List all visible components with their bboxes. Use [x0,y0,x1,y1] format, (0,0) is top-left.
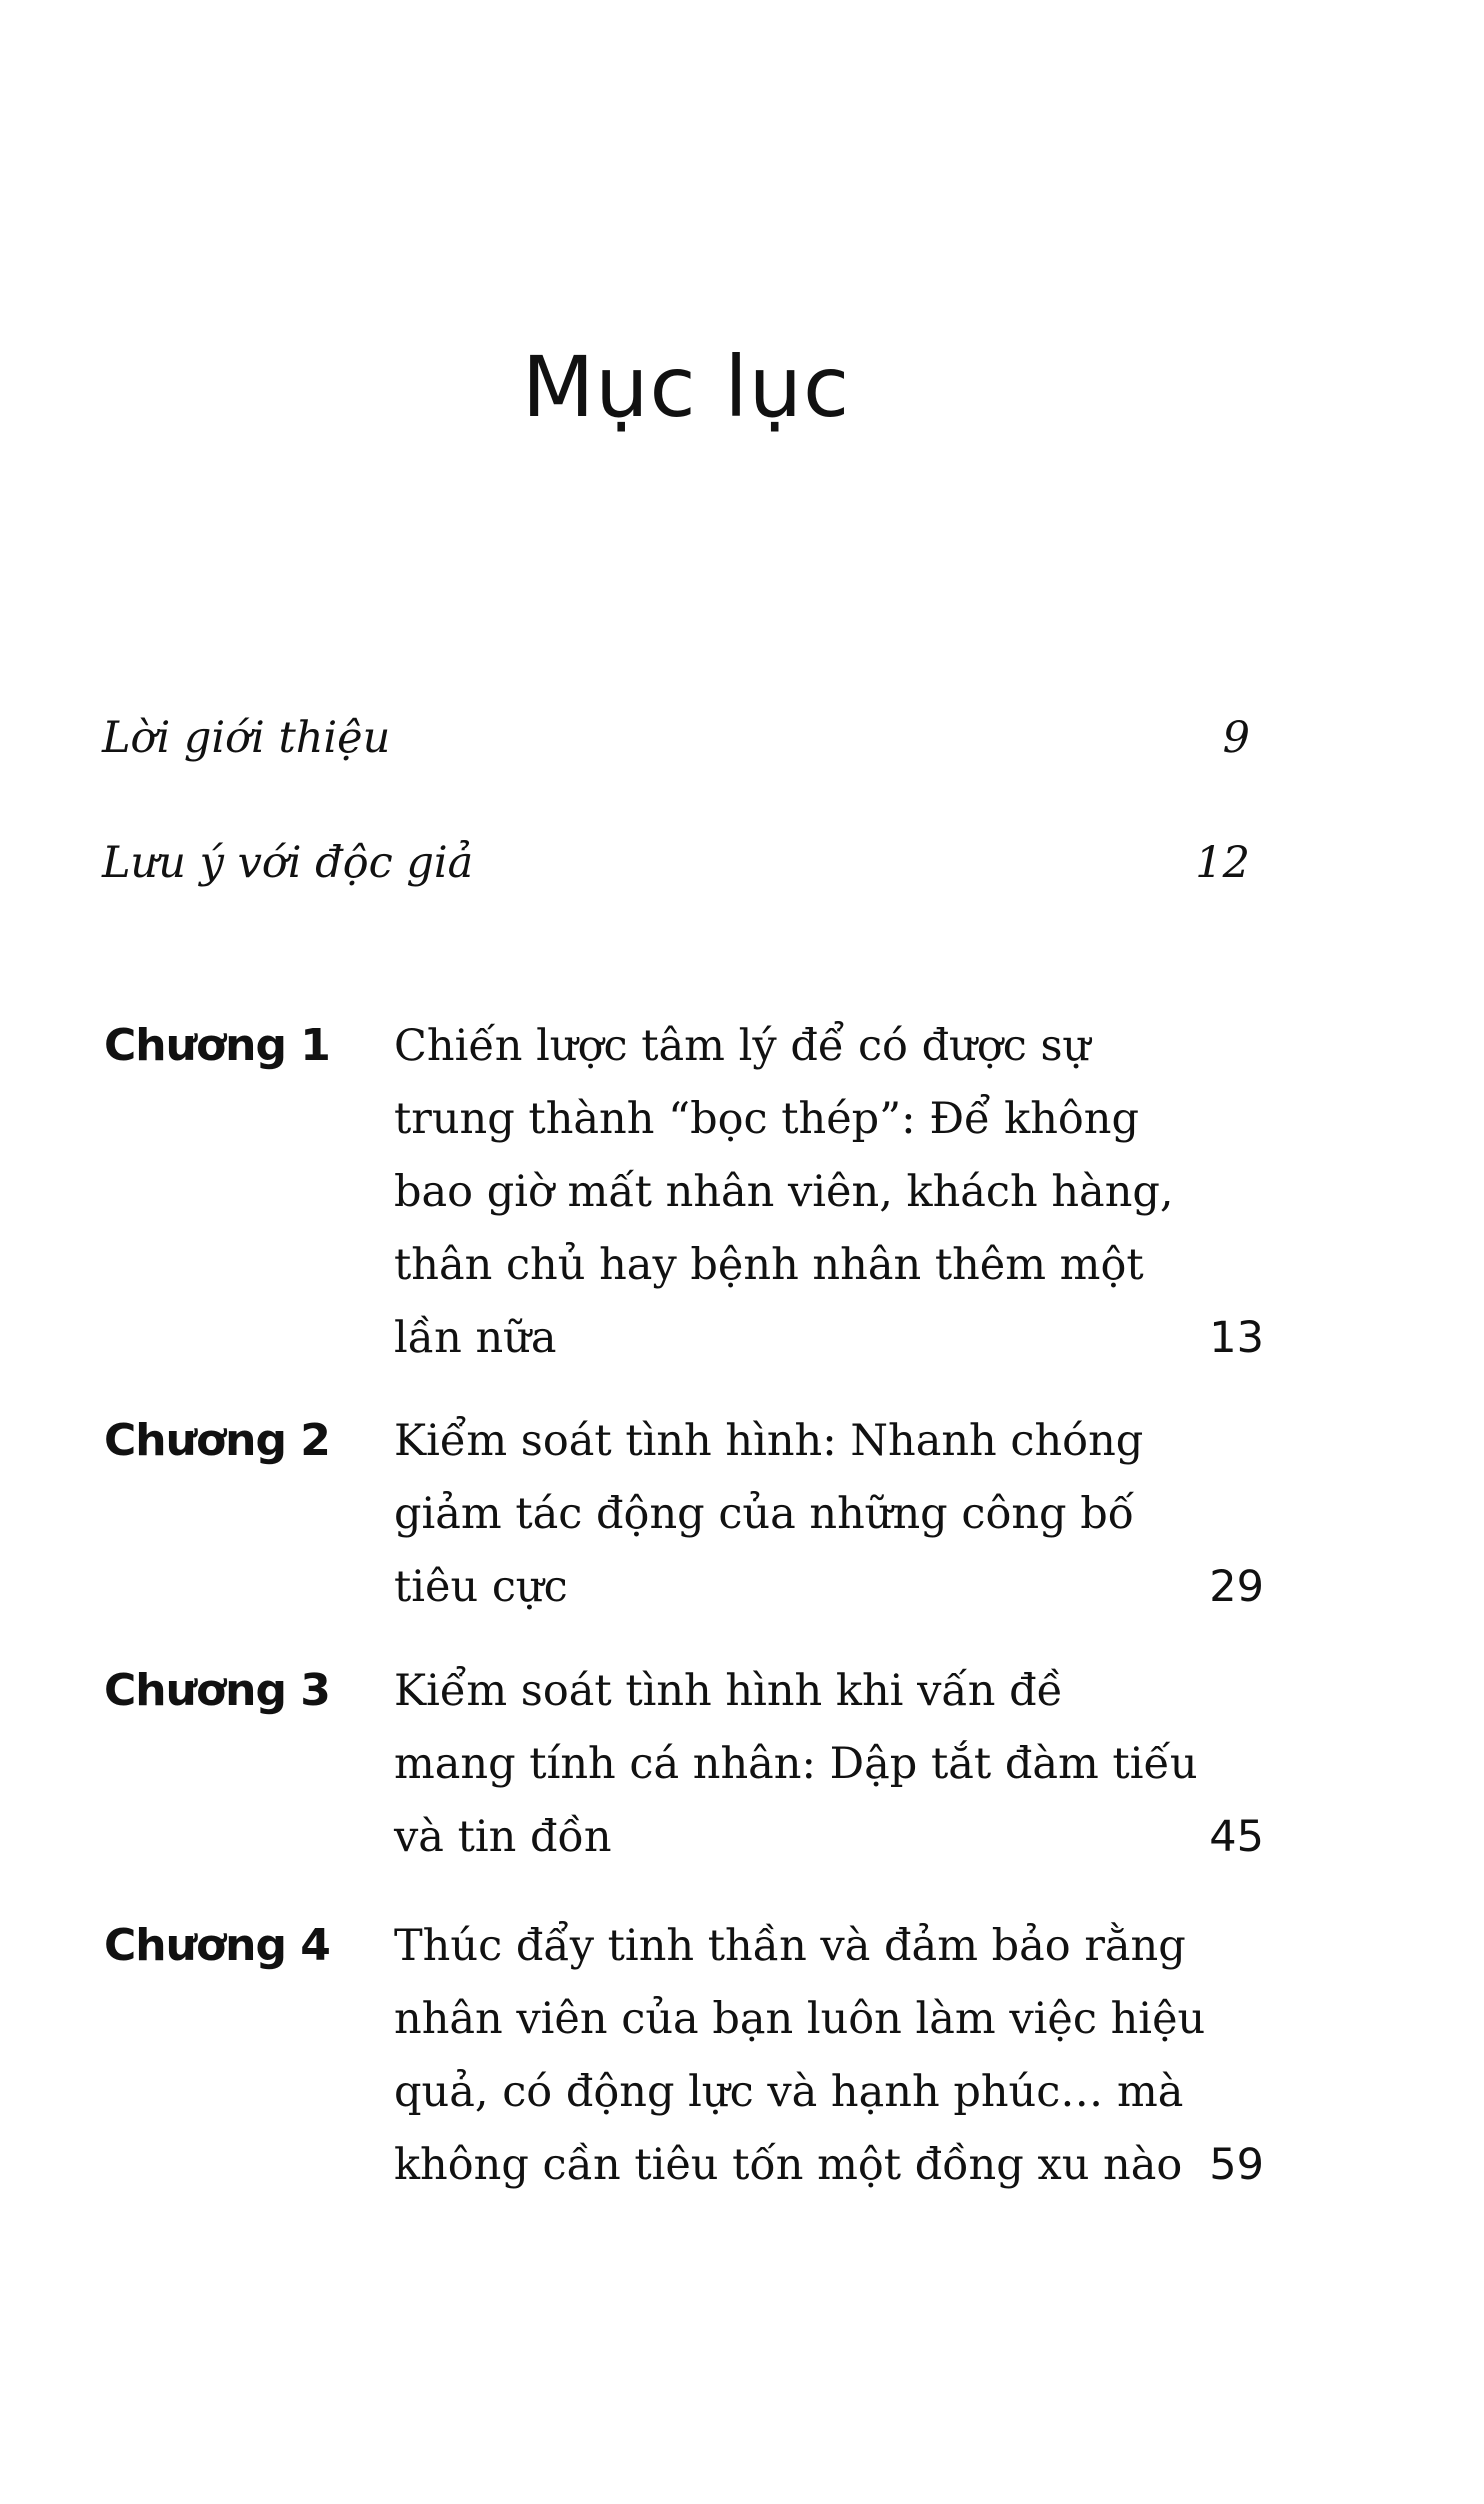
chapter-label: Chương 1 [104,1020,330,1071]
toc-entry-note-to-reader[interactable] [102,830,1250,896]
toc-page-number: 9 [1222,713,1250,763]
chapter-title-line: mang tính cá nhân: Dập tắt đàm tiếu [394,1739,1198,1789]
chapter-label: Chương 3 [104,1665,330,1716]
chapter-title-line: Thúc đẩy tinh thần và đảm bảo rằng [394,1921,1186,1971]
chapter-title-line: tiêu cực [394,1562,568,1612]
chapter-title [394,1405,1264,1624]
chapter-title-line: giảm tác động của những công bố [394,1489,1135,1539]
chapter-title [394,1010,1264,1375]
chapter-title-line: bao giờ mất nhân viên, khách hàng, [394,1167,1174,1217]
chapter-title-line: và tin đồn [394,1812,612,1862]
toc-page-number: 13 [1209,1313,1264,1363]
toc-page-number: 59 [1209,2140,1264,2190]
chapter-title-line: Chiến lược tâm lý để có được sự [394,1021,1091,1071]
chapter-title-line: Kiểm soát tình hình khi vấn đề [394,1666,1064,1716]
chapter-title-line: trung thành “bọc thép”: Để không [394,1094,1140,1144]
toc-page-number: 45 [1209,1812,1264,1862]
chapter-title-line: lần nữa [394,1313,557,1363]
chapter-title-line: Kiểm soát tình hình: Nhanh chóng [394,1416,1144,1466]
page-title: Mục lục [521,338,851,436]
toc-entry-label: Lưu ý với độc giả [102,838,474,888]
chapter-title-line: không cần tiêu tốn một đồng xu nào [394,2140,1183,2190]
chapter-title-line: quả, có động lực và hạnh phúc… mà [394,2067,1184,2117]
chapter-title [394,1910,1264,2202]
chapter-label: Chương 2 [104,1415,330,1466]
toc-entry-introduction[interactable] [102,705,1250,771]
toc-page-number: 29 [1209,1562,1264,1612]
chapter-title-line: thân chủ hay bệnh nhân thêm một [394,1240,1144,1290]
chapter-title-line: nhân viên của bạn luôn làm việc hiệu [394,1994,1206,2044]
toc-entry-label: Lời giới thiệu [102,713,391,763]
toc-page-number: 12 [1195,838,1250,888]
chapter-title [394,1655,1264,1874]
chapter-label: Chương 4 [104,1920,330,1971]
